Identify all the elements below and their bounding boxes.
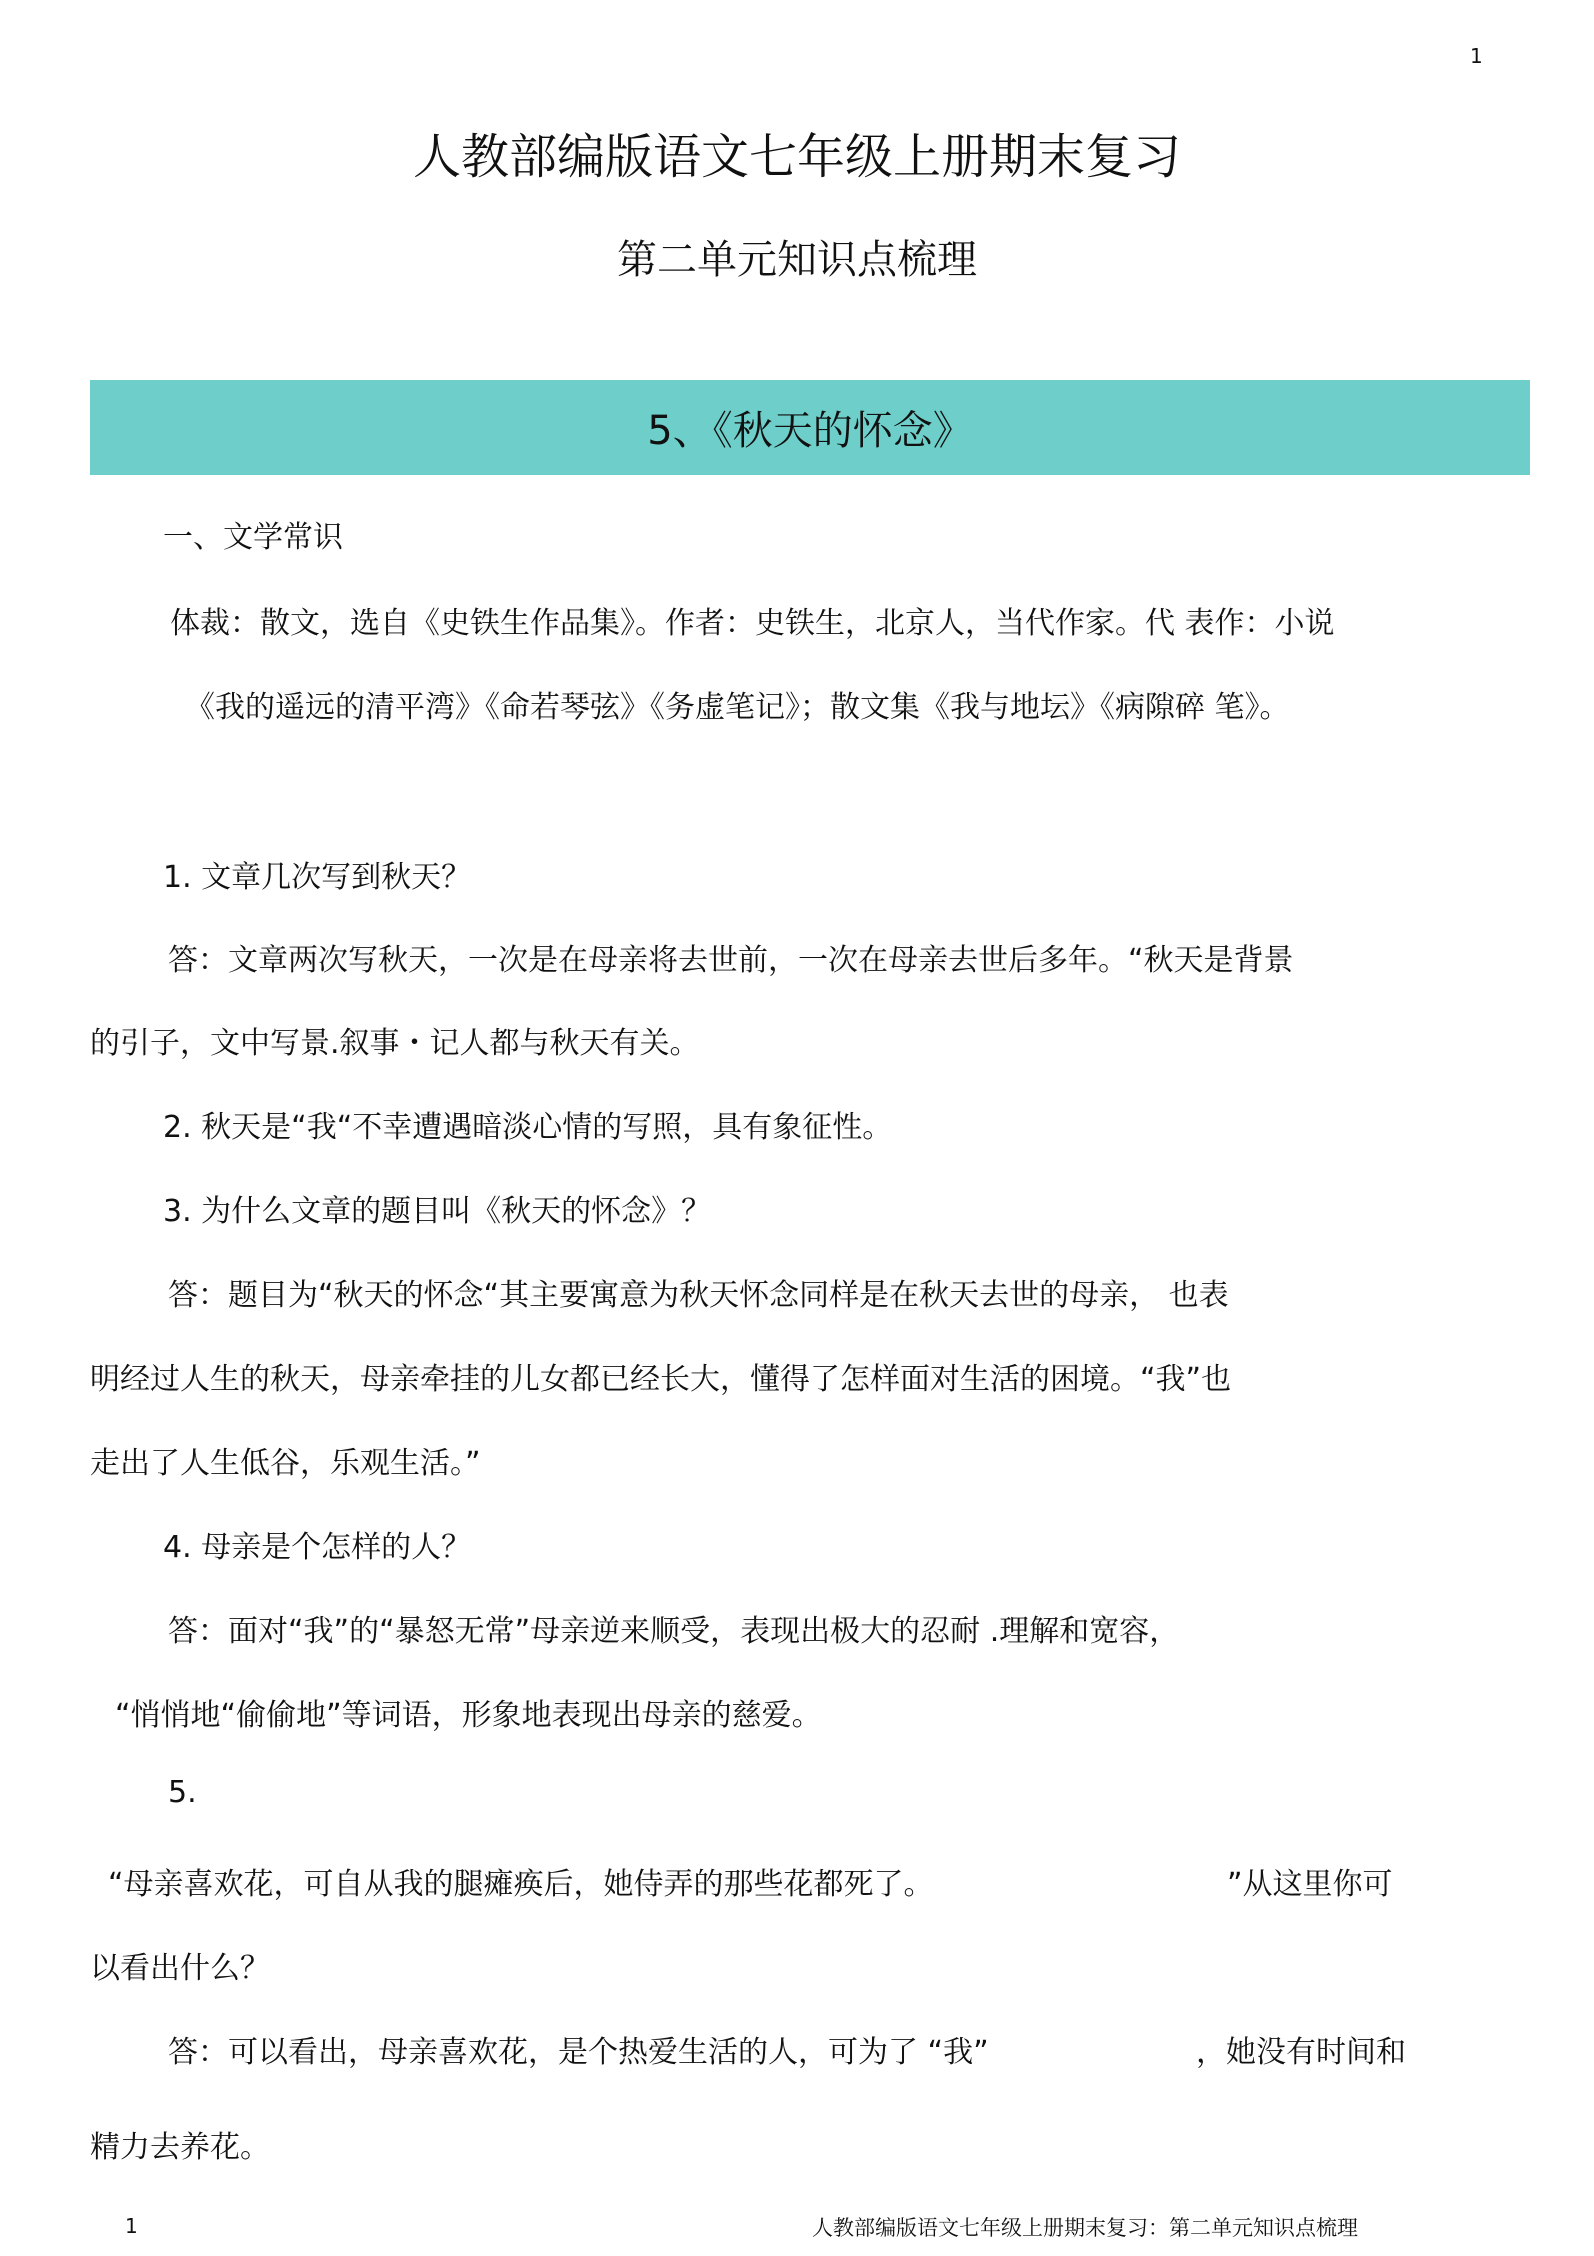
paragraph-line: 《我的遥远的清平湾》《命若琴弦》《务虚笔记》；散文集《我与地坛》《病隙碎 笔》。	[185, 690, 1290, 725]
answer-line: 明经过人生的秋天，母亲牵挂的儿女都已经长大，懂得了怎样面对生活的困境。“我”也	[90, 1362, 1232, 1397]
answer-line: 走出了人生低谷，乐观生活。”	[90, 1446, 481, 1481]
footer-page-number: 1	[125, 2214, 138, 2238]
answer-line: 答：可以看出，母亲喜欢花，是个热爱生活的人，可为了 “我”	[168, 2035, 989, 2070]
question-line: 1. 文章几次写到秋天？	[163, 860, 472, 895]
answer-line: ，她没有时间和	[1196, 2035, 1406, 2070]
answer-line: 答：文章两次写秋天，一次是在母亲将去世前，一次在母亲去世后多年。“秋天是背景	[168, 943, 1294, 978]
question-line: 2. 秋天是“我“不幸遭遇暗淡心情的写照，具有象征性。	[163, 1110, 893, 1145]
question-line: 以看出什么？	[90, 1951, 270, 1986]
section-banner-label: 5、《秋天的怀念》	[647, 408, 973, 454]
question-line: 3. 为什么文章的题目叫《秋天的怀念》？	[163, 1194, 712, 1229]
question-line: “母亲喜欢花，可自从我的腿瘫痪后，她侍弄的那些花都死了。	[108, 1867, 934, 1902]
answer-line: 的引子，文中写景.叙事・记人都与秋天有关。	[90, 1026, 700, 1061]
page-title: 人教部编版语文七年级上册期末复习	[412, 129, 1181, 185]
answer-line: 答：题目为“秋天的怀念“其主要寓意为秋天怀念同样是在秋天去世的母亲， 也表	[168, 1278, 1229, 1313]
answer-line: “悄悄地“偷偷地”等词语，形象地表现出母亲的慈爱。	[115, 1698, 822, 1733]
page-number-top: 1	[1470, 44, 1483, 68]
question-number: 5.	[168, 1775, 197, 1810]
paragraph-line: 体裁：散文，选自《史铁生作品集》。作者：史铁生，北京人，当代作家。代 表作：小说	[170, 606, 1335, 641]
section-banner	[90, 380, 1530, 475]
answer-line: 答：面对“我”的“暴怒无常”母亲逆来顺受，表现出极大的忍耐 .理解和宽容，	[168, 1614, 1180, 1649]
question-line: 4. 母亲是个怎样的人？	[163, 1530, 472, 1565]
section-heading-literary-knowledge: 一、文学常识	[163, 520, 343, 555]
question-line: ”从这里你可	[1227, 1867, 1393, 1902]
page-subtitle: 第二单元知识点梳理	[617, 237, 977, 283]
answer-line: 精力去养花。	[90, 2130, 270, 2165]
footer-title: 人教部编版语文七年级上册期末复习：第二单元知识点梳理	[812, 2216, 1358, 2240]
